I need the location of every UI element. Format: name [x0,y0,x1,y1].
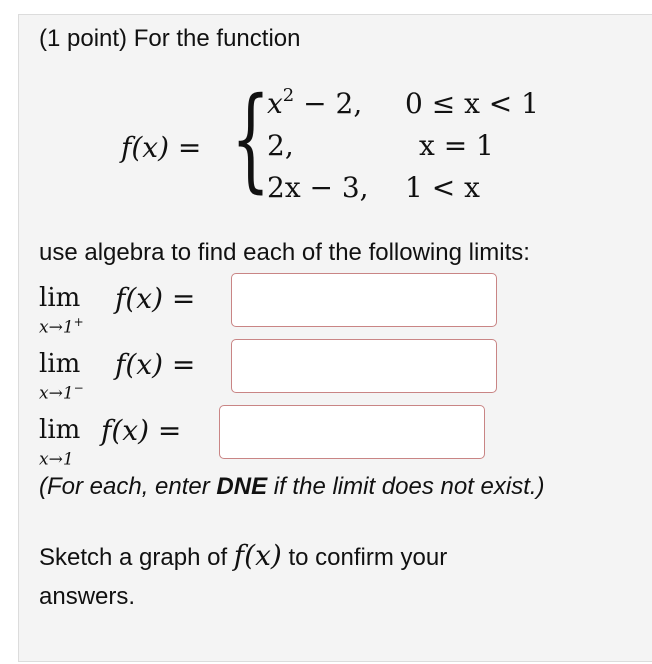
dne-note: (For each, enter DNE if the limit does not exist.) [39,473,545,500]
problem-header: (1 point) For the function [39,25,301,52]
case-3-condition: 1 < x [405,171,480,204]
function-lhs: f(x) = [121,131,202,164]
limit-2-answer-input[interactable] [231,339,497,393]
limit-3-lim: lim [39,415,81,445]
case-1-condition: 0 ≤ x < 1 [405,87,539,120]
limit-2-fx: f(x) = [115,348,196,381]
problem-card [18,14,652,662]
limit-2-subscript: x→1− [39,381,84,404]
limit-1-answer-input[interactable] [231,273,497,327]
limit-2-lim: lim [39,349,81,379]
limit-1-fx: f(x) = [115,282,196,315]
case-2-expression: 2, [267,129,294,162]
limit-3-subscript: x→1 [39,449,74,470]
sketch-instruction-line2: answers. [39,583,136,610]
case-2-condition: x = 1 [419,129,494,162]
limit-3-answer-input[interactable] [219,405,485,459]
left-brace: { [231,74,271,204]
limit-3-fx: f(x) = [101,414,182,447]
instruction-text: use algebra to find each of the following limits: [39,239,530,266]
sketch-instruction: Sketch a graph of f(x) to confirm your [39,539,448,572]
case-3-expression: 2x − 3, [267,171,369,204]
limit-1-subscript: x→1+ [39,315,84,338]
limit-1-lim: lim [39,283,81,313]
case-1-expression: $x^2 - 2$, [267,85,363,120]
